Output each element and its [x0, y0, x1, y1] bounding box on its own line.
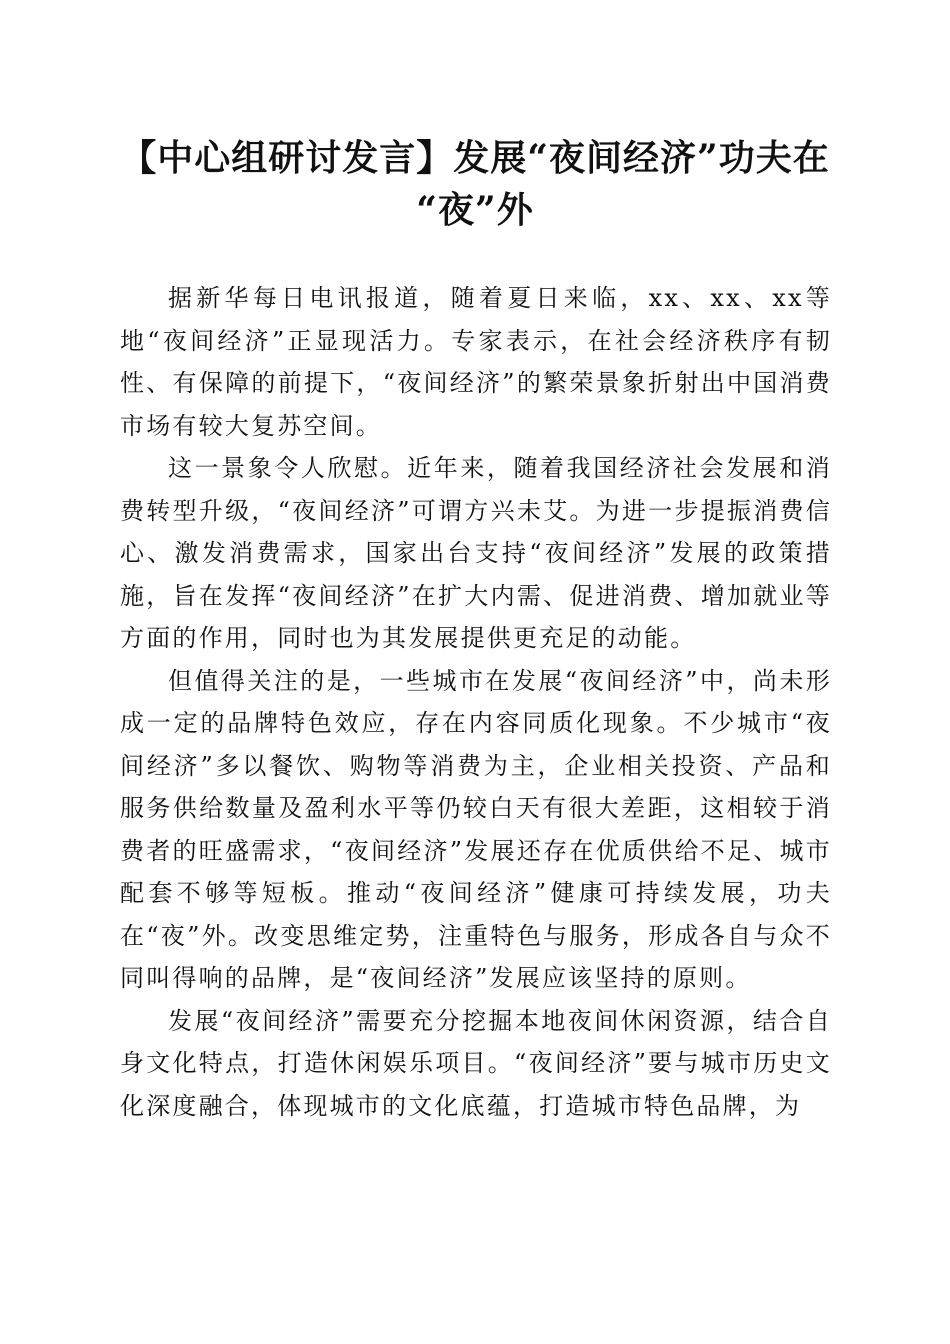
paragraph-1: 据新华每日电讯报道，随着夏日来临，xx、xx、xx等地“夜间经济”正显现活力。专家表示，在社会经济秩序有韧性、有保障的前提下，“夜间经济”的繁荣景象折射出中国消费市场有较大复苏空间。 [120, 284, 832, 440]
document-title [100, 132, 850, 236]
paragraph-3: 但值得关注的是，一些城市在发展“夜间经济”中，尚未形成一定的品牌特色效应，存在内容同质化现象。不少城市“夜间经济”多以餐饮、购物等消费为主，企业相关投资、产品和服务供给数量及盈利水平等仍较白天有很大差距，这相较于消费者的旺盛需求，“夜间经济”发展还存在优质供给不足、城市配套不够等短板。推动“夜间经济”健康可持续发展，功夫在“夜”外。改变思维定势，注重特色与服务，形成各自与众不同叫得响的品牌，是“夜间经济”发展应该坚持的原则。 [120, 666, 832, 992]
paragraph-2: 这一景象令人欣慰。近年来，随着我国经济社会发展和消费转型升级，“夜间经济”可谓方兴未艾。为进一步提振消费信心、激发消费需求，国家出台支持“夜间经济”发展的政策措施，旨在发挥“夜间经济”在扩大内需、促进消费、增加就业等方面的作用，同时也为其发展提供更充足的动能。 [120, 454, 832, 652]
paragraph-4: 发展“夜间经济”需要充分挖掘本地夜间休闲资源，结合自身文化特点，打造休闲娱乐项目。“夜间经济”要与城市历史文化深度融合，体现城市的文化底蕴，打造城市特色品牌，为 [120, 1006, 832, 1120]
title-line-2: “夜”外 [416, 189, 534, 231]
title-line-1: 【中心组研讨发言】发展“夜间经济”功夫在 [120, 137, 830, 179]
document-body [120, 277, 832, 1127]
